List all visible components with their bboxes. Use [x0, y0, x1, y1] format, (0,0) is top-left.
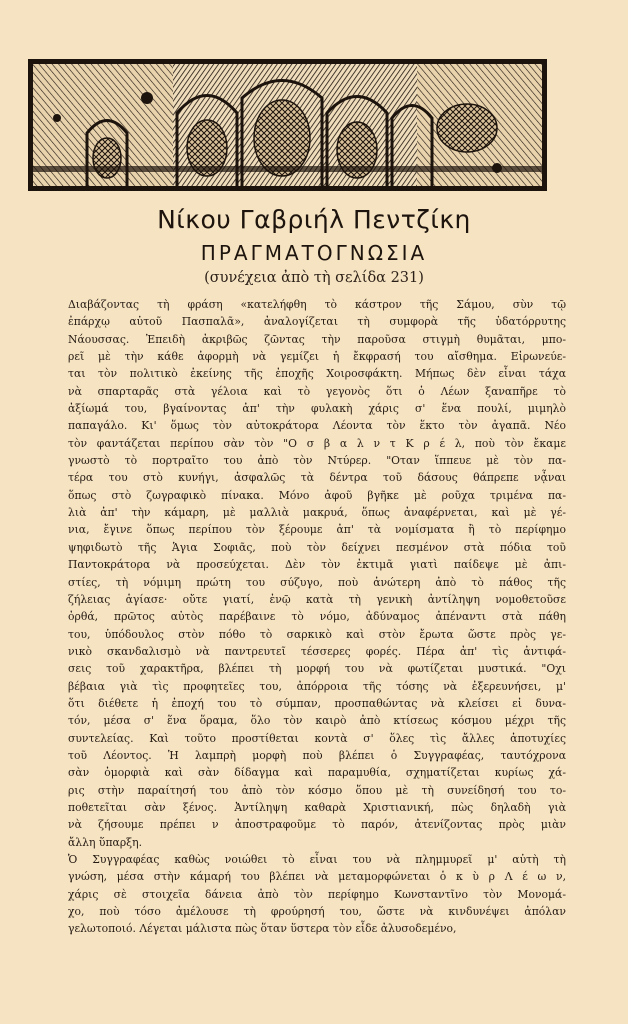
author-name: Νίκου Γαβριήλ Πεντζίκη — [157, 205, 471, 234]
article-body — [68, 296, 566, 938]
article-title: ΠΡΑΓΜΑΤΟΓΝΩΣΙΑ — [200, 241, 428, 265]
text-line: ἀξίωμά του, βγαίνοντας ἀπ' τὴν φυλακὴ χάρις σ' ἕνα πουλί, μιμηλὸ — [68, 402, 566, 416]
text-line: του, ὑπόδουλος στὸν πόθο τὸ σαρκικὸ καὶ στὸν ἔρωτα ὥστε πρὸς γε- — [68, 627, 566, 641]
text-line: τέρα του στὸ κυνήγι, ἀσφαλῶς τὰ δέντρα τοῦ δάσους θάπρεπε νᾆναι — [68, 471, 566, 485]
paragraph-1 — [68, 296, 566, 851]
text-line: ρεῖ μὲ τὴν κάθε ἀφορμὴ νὰ γεμίζει ἡ ἔκφρασή του αἴσθημα. Εἰρωνεύε- — [68, 350, 566, 364]
text-line: ται τὸν πολιτικὸ ἐκείνης τῆς ἐποχῆς Χοιροσφάκτη. Μήπως δὲν εἶναι τάχα — [68, 367, 566, 381]
text-line: ἄλλη ὕπαρξη. — [68, 835, 143, 849]
text-line: ὀρθά, πρῶτος αὐτὸς παρέβαινε τὸ νόμο, ἀδύναμος ἀπέναντι στὰ πάθη — [68, 610, 566, 624]
text-line: Νάουσσας. Ἐπειδὴ ἀκριβῶς ζῶντας τὴν παροῦσα στιγμὴ θυμᾶται, μπο- — [68, 332, 566, 346]
text-line: νικὸ σκανδαλισμὸ νὰ παντρευτεῖ τέσσερες φορές. Πέρα ἀπ' τὶς ἀντιφά- — [68, 644, 566, 658]
text-line: νια, ἔγινε ὅπως περίπου τὸν ξέρουμε ἀπ' τὰ νομίσματα ἢ τὸ περίφημο — [68, 523, 566, 537]
text-line: σεις τοῦ χαρακτῆρα, βλέπει τὴ μορφή του νὰ φωτίζεται μυστικά. "Οχι — [68, 662, 566, 676]
text-line: στίες, τὴ νόμιμη πρώτη του σύζυγο, ποὺ ἀνώτερη ἀπὸ τὸ πάθος τῆς — [68, 575, 566, 589]
header-vignette-illustration — [27, 58, 548, 192]
text-line: ὅπως στὸ ζωγραφικὸ πίνακα. Μόνο ἀφοῦ βγῆκε μὲ ροῦχα τριμένα πα- — [68, 488, 566, 502]
text-line: γελωτοποιό. Λέγεται μάλιστα πὼς ὅταν ὕστερα τὸν εἶδε ἀλυσοδεμένο, — [68, 922, 457, 936]
text-line: νὰ σπαρταρᾶς στὰ γέλοια καὶ τὸ γεγονὸς ὅτι ὁ Λέων ξαναπῆρε τὸ — [68, 384, 566, 398]
text-line: συντελείας. Καὶ τοῦτο προστίθεται κοντὰ σ' ὅλες τὶς ἄλλες ἀποτυχίες — [68, 731, 566, 745]
text-line: Ὁ Συγγραφέας καθὼς νοιώθει τὸ εἶναι του νὰ πλημμυρεῖ μ' αὐτὴ τὴ — [68, 853, 566, 866]
text-line: ζήλειας ἁγίασε· οὔτε γιατί, ἐνῷ κατὰ τὴ γενικὴ ἀντίληψη νομοθετοῦσε — [68, 592, 566, 606]
text-line: βέβαια γιὰ τὶς προφητεῖες του, ἀπόρροια τῆς τόσης νὰ ἐξερευνήσει, μ' — [68, 679, 566, 693]
text-line: ἐπάρχῳ αὐτοῦ Πασπαλᾶ», ἀναλογίζεται τὴ συμφορὰ τῆς ὑδατόρρυτης — [68, 315, 566, 329]
text-line: τόν, μέσα σ' ἕνα ὅραμα, ὅλο τὸν καιρὸ ἀπὸ κτίσεως κόσμου μέχρι τῆς — [68, 714, 566, 728]
text-line: ὅτι διέθετε ἡ ἐποχή του τὸ σύμπαν, προσπαθώντας νὰ κλείσει εἰ δυνα- — [68, 696, 566, 710]
text-line: τὸν φαντάζεται περίπου σὰν τὸν "Ο σ β α λ ν τ Κ ρ έ λ, ποὺ τὸν ἔκαμε — [68, 436, 566, 450]
paragraph-2 — [68, 851, 566, 938]
continuation-note: (συνέχεια ἀπὸ τὴ σελίδα 231) — [204, 270, 424, 286]
text-line: ψηφιδωτὸ τῆς Ἁγια Σοφιᾶς, ποὺ τὸν δείχνει πεσμένον στὰ πόδια τοῦ — [68, 540, 566, 554]
text-line: Διαβάζοντας τὴ φράση «κατελήφθη τὸ κάστρον τῆς Σάμου, σὺν τῷ — [68, 298, 566, 311]
text-line: ποθετεῖται σὰν ξένος. Ἀντίληψη καθαρὰ Χριστιανική, πὼς δηλαδὴ γιὰ — [68, 800, 566, 814]
text-line: παπαγάλο. Κι' ὅμως τὸν αὐτοκράτορα Λέοντα τὸν ἕκτο τὸν ἀγαπᾶ. Νέο — [68, 419, 566, 433]
text-line: Παντοκράτορα νὰ προσεύχεται. Δὲν τὸν ἐκτιμᾶ γιατὶ παίδεψε μὲ ἀπι- — [68, 558, 566, 572]
text-line: γνώση, μέσα στὴν κάμαρή του βλέπει νὰ μεταμορφώνεται ὁ κ ὺ ρ Λ έ ω ν, — [68, 870, 566, 884]
text-line: ρις στὴν παραίτησή του ἀπὸ τὸν κόσμο ὅπου μὲ τὴ συνείδησή του το- — [68, 783, 566, 797]
text-line: χάρις σὲ στοιχεῖα δάνεια ἀπὸ τὸν περίφημο Κωνσταντῖνο τὸν Μονομά- — [68, 887, 566, 901]
text-line: τοῦ Λέοντος. Ἡ λαμπρὴ μορφὴ ποὺ βλέπει ὁ Συγγραφέας, ταυτόχρονα — [68, 748, 566, 762]
text-line: νὰ ζήσουμε πρέπει ν ἀποστραφοῦμε τὸ παρόν, ἀτενίζοντας πρὸς μιὰν — [68, 818, 566, 832]
text-line: χο, ποὺ τόσο ἀμέλουσε τὴ φρούρησή του, ὥστε νὰ κινδυνέψει ἀπόλαν — [68, 905, 566, 919]
text-line: σὰν ὀμορφιὰ καὶ σὰν δίδαγμα καὶ παραμυθία, σχηματίζεται κυρίως χά- — [68, 766, 566, 780]
text-line: γνωστὸ τὸ πορτραῖτο του ἀπὸ τὸν Ντύρερ. "Οταν ἵππευε μὲ τὸν πα- — [68, 454, 566, 468]
text-line: λιὰ ἀπ' τὴν κάμαρη, μὲ μαλλιὰ μακρυά, ὅπως ἀναφέρνεται, καὶ μὲ γέ- — [68, 506, 566, 520]
